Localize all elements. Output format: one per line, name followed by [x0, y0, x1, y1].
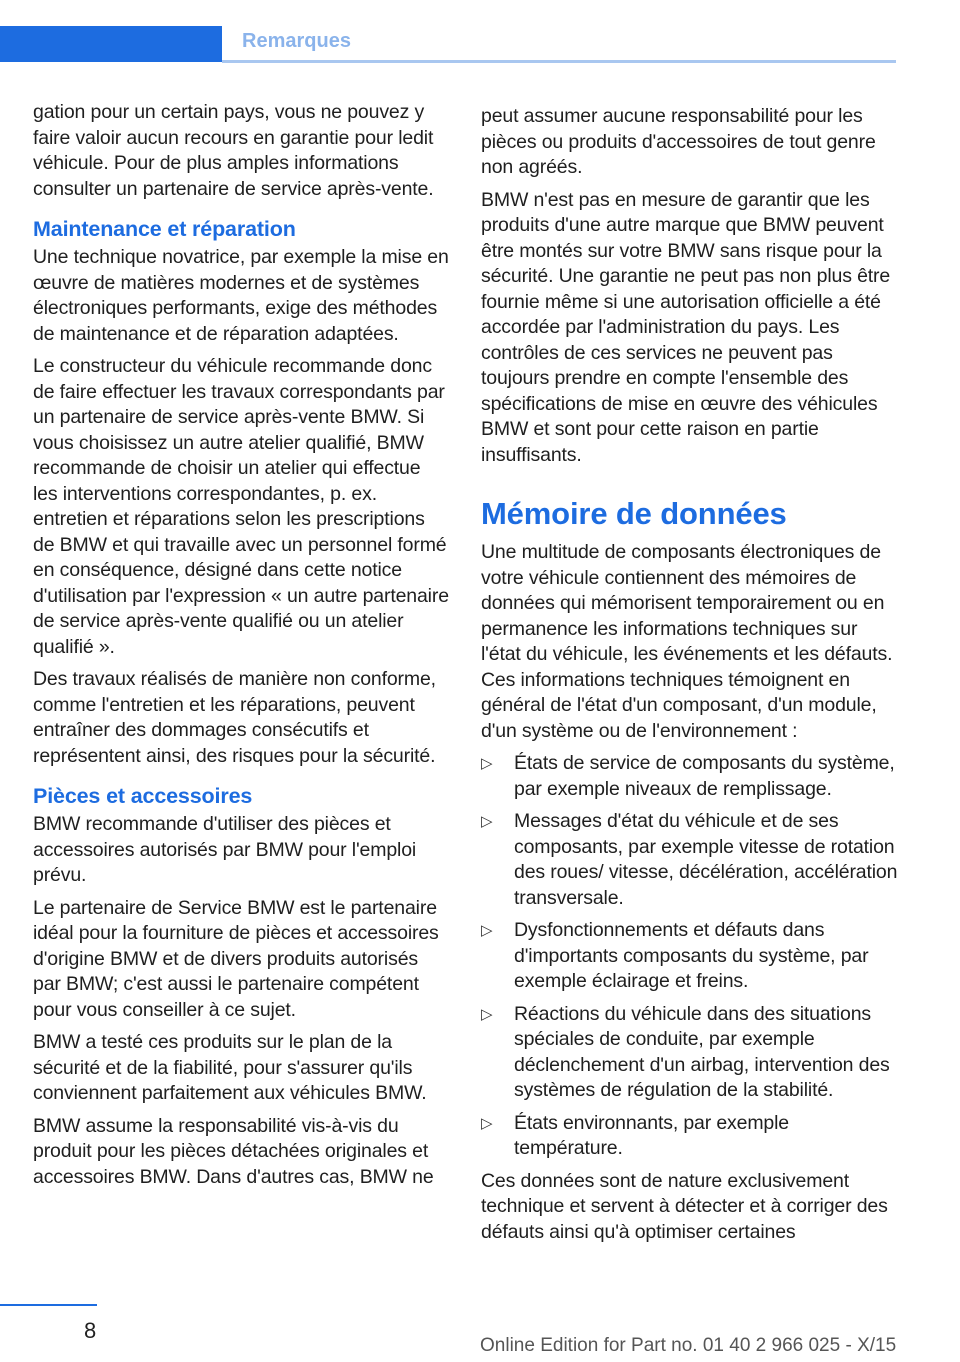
- list-item: [481, 1111, 899, 1162]
- bullet-list: [481, 751, 899, 1162]
- paragraph: Le constructeur du véhicule recommande donc de faire effectuer les travaux correspondants par un partenaire de service après-vente BMW. Si vous choisissez un autre atelier qualifié, BMW recommande de choisir un atelier qui effectue les interventions correspondantes, p. ex. entretien et réparations selon les prescriptions de BMW et qui travaille avec un personnel formé en conséquence, désigné dans cette notice d'utilisation par l'expression « un autre partenaire de service après-vente qualifié ou un atelier qualifié ».: [33, 355, 449, 658]
- list-item: [481, 1002, 899, 1104]
- list-item-text: États de service de composants du système, par exemple niveaux de remplissage.: [514, 752, 895, 800]
- section-title: Remarques: [242, 30, 351, 52]
- header-rule: [222, 60, 896, 63]
- paragraph: BMW n'est pas en mesure de garantir que les produits d'une autre marque que BMW peuvent être montés sur votre BMW sans risque pour la sécurité. Une garantie ne peut pas non plus être fournie même si une autorisation officielle a été accordée par l'administration du pays. Les contrôles de ces services ne peuvent pas toujours prendre en compte l'ensemble des spécifications de mise en œuvre des véhicules BMW et sont pour cette raison en partie insuffisants.: [481, 188, 891, 466]
- heading-pieces: Pièces et accessoires: [33, 784, 253, 808]
- list-item: [481, 809, 899, 911]
- footer-rule: [0, 1304, 97, 1306]
- heading-memoire: Mémoire de données: [481, 496, 787, 531]
- paragraph: BMW assume la responsabilité vis-à-vis du produit pour les pièces détachées originales et accessoires BMW. Dans d'autres cas, BMW ne: [33, 1114, 434, 1188]
- header-color-bar: [0, 26, 222, 62]
- paragraph: gation pour un certain pays, vous ne pouvez y faire valoir aucun recours en garantie pour ledit véhicule. Pour de plus amples informations consulter un partenaire de service après-vente.: [33, 101, 434, 200]
- heading-maintenance: Maintenance et réparation: [33, 217, 296, 241]
- triangle-bullet-icon: ▷: [481, 922, 493, 939]
- paragraph: peut assumer aucune responsabilité pour les pièces ou produits d'accessoires de tout genre non agréés.: [481, 105, 876, 178]
- paragraph: Des travaux réalisés de manière non conforme, comme l'entretien et les réparations, peuvent entraîner des dommages consécutifs et représentent ainsi, des risques pour la sécurité.: [33, 668, 436, 767]
- left-column: [33, 100, 449, 1197]
- list-item: [481, 918, 899, 995]
- page-number: 8: [84, 1318, 97, 1343]
- list-item-text: Messages d'état du véhicule et de ses composants, par exemple vitesse de rotation des roues/ vitesse, décélération, accélération transversale.: [514, 810, 898, 909]
- edition-footer: Online Edition for Part no. 01 40 2 966 025 - X/15: [480, 1335, 897, 1356]
- paragraph: Une technique novatrice, par exemple la mise en œuvre de matières modernes et de systèmes électroniques performants, exige des méthodes de maintenance et de réparation adaptées.: [33, 246, 449, 345]
- list-item-text: Réactions du véhicule dans des situations spéciales de conduite, par exemple déclenchement d'un airbag, intervention des systèmes de régulation de la stabilité.: [514, 1002, 890, 1101]
- list-item-text: Dysfonctionnements et défauts dans d'importants composants du système, par exemple éclairage et freins.: [514, 919, 869, 992]
- triangle-bullet-icon: ▷: [481, 1114, 493, 1132]
- triangle-bullet-icon: ▷: [481, 813, 493, 830]
- triangle-bullet-icon: ▷: [481, 1005, 493, 1023]
- paragraph: BMW a testé ces produits sur le plan de la sécurité et de la fiabilité, pour s'assurer qu'ils conviennent parfaitement aux véhicules BMW.: [33, 1031, 427, 1104]
- paragraph: Ces données sont de nature exclusivement technique et servent à détecter et à corriger des défauts ainsi qu'à optimiser certaines: [481, 1169, 888, 1243]
- right-column: [481, 104, 899, 1252]
- triangle-bullet-icon: ▷: [481, 755, 493, 772]
- list-item-text: États environnants, par exemple température.: [514, 1111, 790, 1159]
- paragraph: Une multitude de composants électroniques de votre véhicule contiennent des mémoires de données qui mémorisent temporairement ou en permanence les informations techniques sur l'état du véhicule, les événements et les défauts. Ces informations techniques témoignent en général de l'état d'un composant, d'un module, d'un système ou de l'environnement :: [481, 541, 893, 742]
- paragraph: Le partenaire de Service BMW est le partenaire idéal pour la fourniture de pièces et accessoires d'origine BMW et de divers produits autorisés par BMW; c'est aussi le partenaire compétent pour vous conseiller à ce sujet.: [33, 896, 439, 1021]
- paragraph: BMW recommande d'utiliser des pièces et accessoires autorisés par BMW pour l'emploi prévu.: [33, 813, 417, 886]
- list-item: [481, 751, 899, 802]
